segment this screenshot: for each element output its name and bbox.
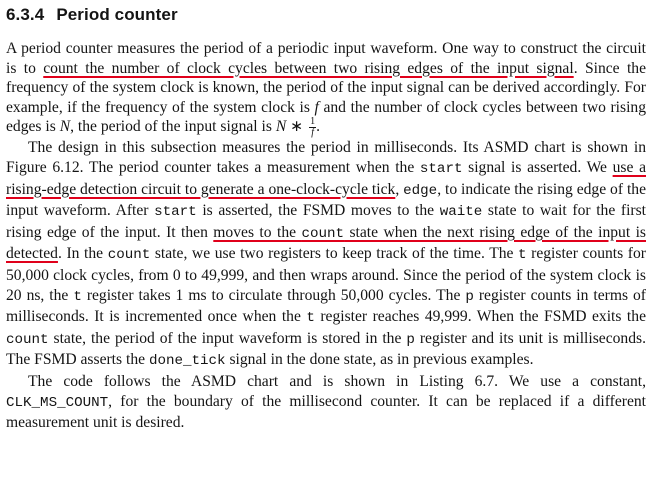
- code-term: t: [518, 247, 527, 264]
- fraction-denominator: f: [311, 127, 314, 139]
- code-term: count: [107, 247, 151, 264]
- code-term: CLK_MS_COUNT: [6, 394, 109, 411]
- code-term: t: [73, 288, 82, 305]
- document-page: [6, 4, 646, 433]
- text-span: signal is asserted. We: [462, 158, 613, 176]
- text-span: state to wait for the first rising edge of the input. It then: [6, 202, 647, 241]
- paragraph-2: [6, 138, 646, 372]
- math-variable: f: [314, 98, 319, 116]
- paragraph-3: [6, 372, 646, 433]
- code-term: p: [406, 331, 415, 348]
- text-span: register takes 1 ms to circulate through 50,000 cycles. The: [81, 286, 466, 304]
- text-span: signal in the done state, as in previous examples.: [225, 351, 534, 369]
- text-span: state when the next rising edge of the input is detected: [6, 223, 646, 263]
- code-term: count: [6, 331, 49, 348]
- code-term: start: [419, 160, 463, 177]
- code-term: waite: [439, 204, 483, 221]
- code-term: t: [306, 310, 315, 327]
- code-term: done_tick: [148, 353, 226, 370]
- text-span: .: [316, 118, 321, 136]
- text-span: . Since the frequency of the system clock is known, the period of the input signal can be derived accordingly. For example, if the frequency of the system clock is: [6, 59, 646, 116]
- text-span: is asserted, the FSMD moves to the: [196, 202, 440, 220]
- text-span: register and its unit is milliseconds. The FSMD asserts the: [6, 329, 646, 369]
- text-span: state, the period of the input waveform is stored in the: [48, 329, 407, 347]
- fraction-numerator: 1: [310, 116, 316, 128]
- section-title: Period counter: [56, 5, 178, 24]
- text-span: A period counter measures the period of a periodic input waveform. One way to construct the circuit is to: [6, 40, 646, 77]
- section-number: 6.3.4: [6, 5, 45, 24]
- text-span: , for the boundary of the millisecond counter. It can be replaced if a different measurement unit is desired.: [6, 392, 646, 432]
- text-span: , the period of the input signal is: [70, 118, 276, 136]
- code-term: edge: [403, 182, 438, 199]
- text-span: . In the: [57, 245, 108, 263]
- section-heading: [6, 4, 646, 26]
- underlined-phrase: count the number of clock cycles between two rising edges of the input signal: [43, 59, 574, 77]
- code-term: count: [301, 225, 345, 242]
- text-span: register counts for 50,000 clock cycles, from 0 to 49,999, and then wraps around. Since the period of the system clock is 20 ns, the: [6, 245, 646, 304]
- code-term: p: [465, 288, 474, 305]
- text-span: , to indicate the rising edge of the input waveform. After: [6, 180, 646, 220]
- text-span: and the number of clock cycles between two rising edges is: [6, 98, 646, 136]
- text-span: The code follows the ASMD chart and is shown in Listing 6.7. We use a constant,: [28, 372, 646, 390]
- text-span: ,: [395, 180, 404, 198]
- text-span: The design in this subsection measures the period in milliseconds. Its ASMD chart is shown in Figure 6.12. The period counter takes a measurement when the: [6, 139, 646, 176]
- code-term: start: [154, 204, 197, 221]
- text-span: register reaches 49,999. When the FSMD exits the: [314, 308, 646, 326]
- math-variable: N: [59, 118, 71, 136]
- paragraph-1: [6, 39, 646, 138]
- text-span: register counts in terms of milliseconds. It is incremented once when the: [6, 286, 646, 326]
- underlined-phrase: use a rising-edge detection circuit to generate a one-clock-cycle tick: [6, 158, 646, 198]
- text-span: state, we use two registers to keep track of the time. The: [150, 245, 519, 263]
- text-span: moves to the: [213, 223, 302, 241]
- math-operator: ∗: [286, 118, 308, 136]
- math-variable: N: [275, 118, 287, 136]
